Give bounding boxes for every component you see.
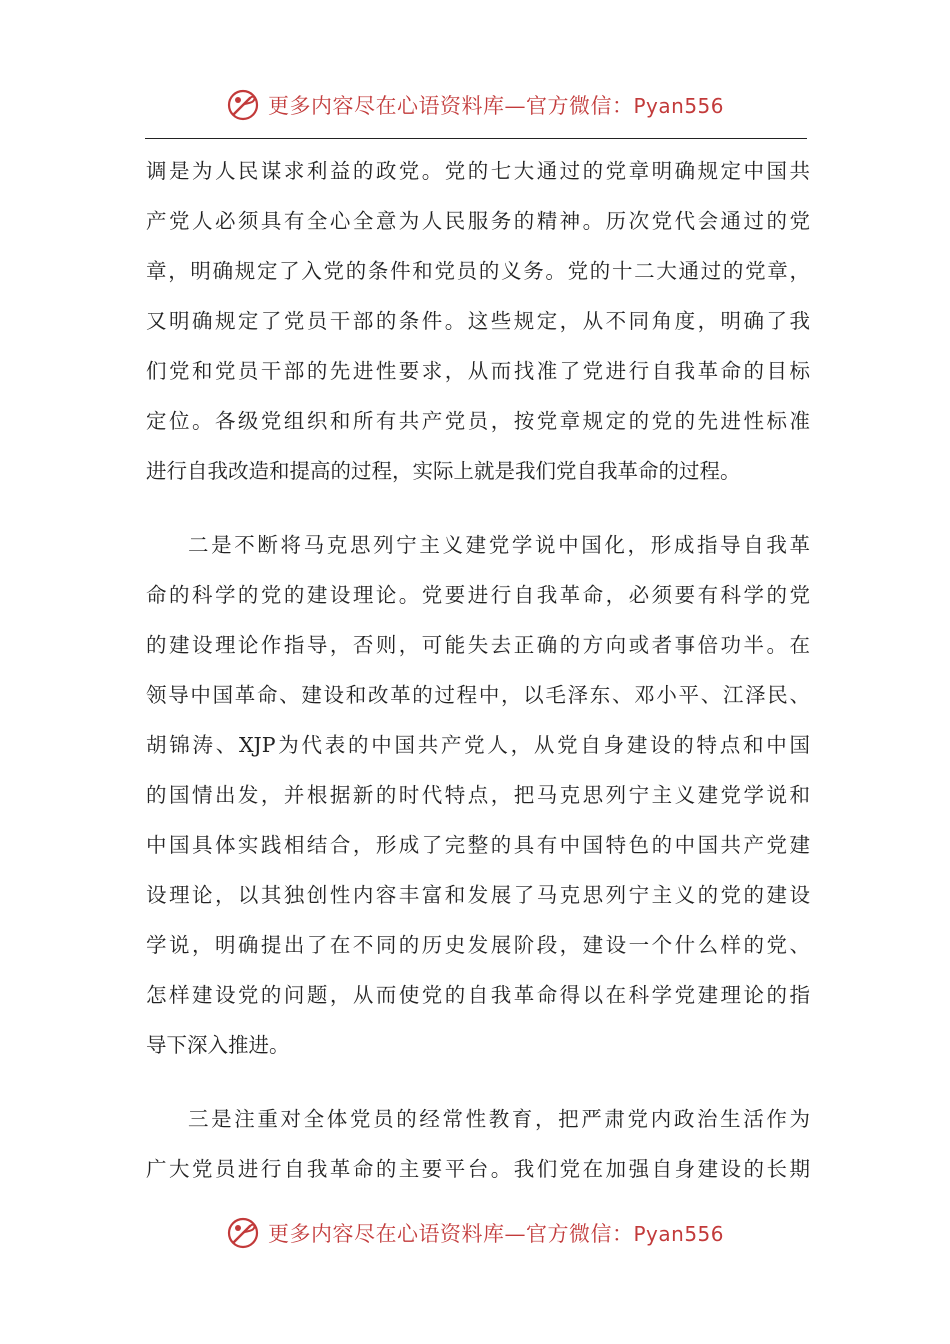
text-line: 二是不断将马克思列宁主义建党学说中国化，形成指导自我革 xyxy=(188,533,810,557)
document-body xyxy=(146,146,810,1194)
footer-banner-text: 更多内容尽在心语资料库—官方微信：Pyan556 xyxy=(267,1222,724,1246)
paragraph-1 xyxy=(146,146,810,496)
text-line: 胡锦涛、XJP为代表的中国共产党人，从党自身建设的特点和中国 xyxy=(146,733,810,757)
text-line: 定位。各级党组织和所有共产党员，按党章规定的党的先进性标准 xyxy=(146,409,810,433)
text-line: 调是为人民谋求利益的政党。党的七大通过的党章明确规定中国共 xyxy=(146,159,810,183)
paragraph-3 xyxy=(146,1094,810,1194)
text-line: 的建设理论作指导，否则，可能失去正确的方向或者事倍功半。在 xyxy=(146,633,810,657)
page-footer-banner xyxy=(0,1210,950,1256)
text-line: 命的科学的党的建设理论。党要进行自我革命，必须要有科学的党 xyxy=(146,583,810,607)
text-line: 三是注重对全体党员的经常性教育，把严肃党内政治生活作为 xyxy=(188,1107,810,1131)
quill-logo-icon xyxy=(226,1216,260,1250)
text-line: 又明确规定了党员干部的条件。这些规定，从不同角度，明确了我 xyxy=(146,309,810,333)
header-divider xyxy=(145,138,807,139)
text-line: 的国情出发，并根据新的时代特点，把马克思列宁主义建党学说和 xyxy=(146,783,810,807)
text-line: 广大党员进行自我革命的主要平台。我们党在加强自身建设的长期 xyxy=(146,1157,810,1181)
text-line: 设理论，以其独创性内容丰富和发展了马克思列宁主义的党的建设 xyxy=(146,883,810,907)
text-line: 中国具体实践相结合，形成了完整的具有中国特色的中国共产党建 xyxy=(146,833,810,857)
header-banner-text: 更多内容尽在心语资料库—官方微信：Pyan556 xyxy=(267,94,724,118)
quill-logo-icon xyxy=(226,88,260,122)
text-line: 学说，明确提出了在不同的历史发展阶段，建设一个什么样的党、 xyxy=(146,933,810,957)
text-line: 导下深入推进。 xyxy=(146,1033,290,1057)
paragraph-gap xyxy=(146,496,810,520)
text-line: 怎样建设党的问题，从而使党的自我革命得以在科学党建理论的指 xyxy=(146,983,810,1007)
text-line: 章，明确规定了入党的条件和党员的义务。党的十二大通过的党章， xyxy=(146,259,810,283)
text-line: 进行自我改造和提高的过程，实际上就是我们党自我革命的过程。 xyxy=(146,459,741,483)
text-line: 们党和党员干部的先进性要求，从而找准了党进行自我革命的目标 xyxy=(146,359,810,383)
paragraph-gap xyxy=(146,1070,810,1094)
paragraph-2 xyxy=(146,520,810,1070)
text-line: 产党人必须具有全心全意为人民服务的精神。历次党代会通过的党 xyxy=(146,209,810,233)
text-line: 领导中国革命、建设和改革的过程中，以毛泽东、邓小平、江泽民、 xyxy=(146,683,810,707)
page-header-banner xyxy=(0,82,950,128)
